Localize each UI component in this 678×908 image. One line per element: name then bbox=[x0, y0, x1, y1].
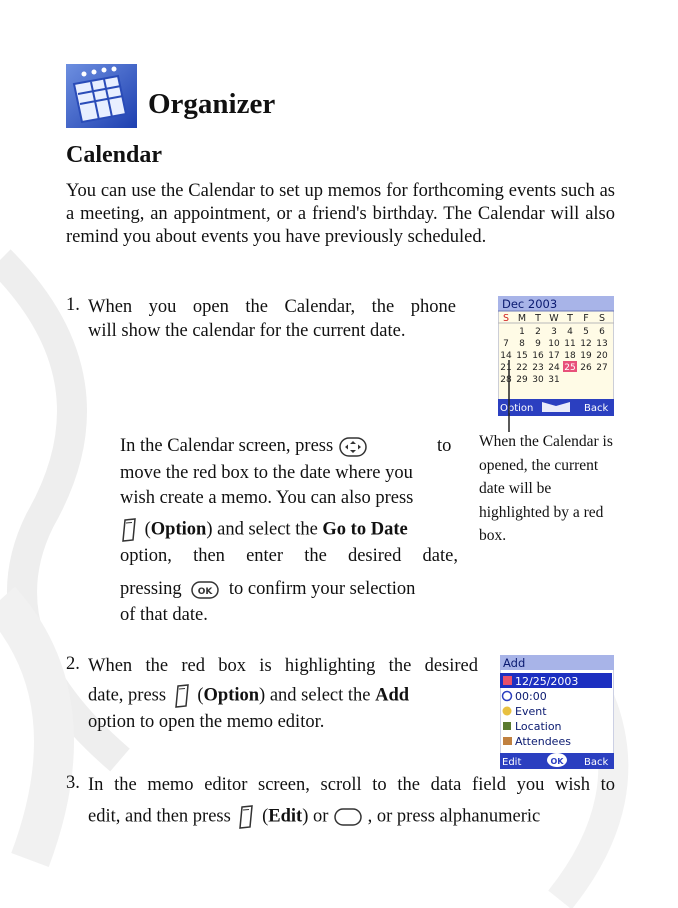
step1-para2-line4: (Option) and select the Go to Date bbox=[118, 517, 463, 543]
clock-icon bbox=[503, 692, 512, 701]
step3-line1: In the memo editor screen, scroll to the data field you wish to bbox=[88, 775, 615, 795]
calendar-day[interactable]: 29 bbox=[516, 375, 528, 385]
calendar-day[interactable]: 24 bbox=[548, 363, 560, 373]
step1-para2-line7: of that date. bbox=[120, 605, 208, 625]
attendees-icon bbox=[503, 737, 512, 745]
calendar-day[interactable]: 25 bbox=[564, 363, 576, 373]
weekday-label: S bbox=[598, 313, 606, 324]
calendar-day[interactable]: 23 bbox=[532, 363, 544, 373]
calendar-day[interactable]: 17 bbox=[548, 351, 560, 361]
calendar-day[interactable]: 20 bbox=[596, 351, 608, 361]
step2-line1: When the red box is highlighting the desired bbox=[88, 656, 478, 676]
callout-line bbox=[505, 360, 513, 432]
calendar-softkey-left: Option bbox=[500, 403, 534, 414]
calendar-day[interactable]: 30 bbox=[532, 375, 544, 385]
memo-softkey-right: Back bbox=[584, 757, 609, 768]
calendar-day[interactable]: 18 bbox=[564, 351, 576, 361]
calendar-day[interactable]: 3 bbox=[551, 327, 557, 337]
weekday-label: S bbox=[502, 313, 510, 324]
calendar-day[interactable]: 5 bbox=[583, 327, 589, 337]
calendar-day[interactable]: 27 bbox=[596, 363, 608, 373]
organizer-icon bbox=[66, 64, 137, 128]
memo-field-time: 00:00 bbox=[515, 690, 547, 703]
calendar-screen bbox=[498, 296, 614, 416]
memo-softkey-center: OK bbox=[550, 757, 564, 766]
calendar-day[interactable]: 6 bbox=[599, 327, 605, 337]
left-softkey-icon bbox=[235, 804, 257, 830]
weekday-label: T bbox=[535, 313, 541, 324]
calendar-day[interactable]: 10 bbox=[548, 339, 560, 349]
calendar-softkey-right: Back bbox=[584, 403, 609, 414]
ok-key-icon bbox=[190, 580, 220, 600]
calendar-day[interactable]: 1 bbox=[519, 327, 525, 337]
step-number: 3. bbox=[66, 773, 80, 793]
calendar-day[interactable]: 16 bbox=[532, 351, 544, 361]
location-icon bbox=[503, 722, 511, 730]
event-icon bbox=[503, 707, 512, 716]
step-number: 1. bbox=[66, 295, 80, 315]
weekday-label: M bbox=[517, 313, 527, 324]
calendar-day[interactable]: 13 bbox=[596, 339, 608, 349]
step1-para2-line1: In the Calendar screen, press to bbox=[120, 436, 452, 456]
calendar-day[interactable]: 21 bbox=[500, 363, 512, 373]
calendar-month-header: Dec 2003 bbox=[502, 297, 558, 311]
step3-line2: edit, and then press (Edit) or , or press alphanumeric bbox=[88, 804, 615, 830]
calendar-day[interactable]: 7 bbox=[503, 339, 509, 349]
step1-para2-line5: option, then enter the desired date, bbox=[120, 546, 458, 566]
step1-para2-line2: move the red box to the date where you bbox=[120, 463, 413, 483]
calendar-day[interactable]: 2 bbox=[535, 327, 541, 337]
calendar-day[interactable]: 12 bbox=[580, 339, 592, 349]
step2-line2: date, press (Option) and select the Add bbox=[88, 683, 480, 709]
memo-field-location: Location bbox=[515, 720, 562, 733]
memo-field-attendees: Attendees bbox=[515, 735, 571, 748]
calendar-day[interactable]: 31 bbox=[548, 375, 560, 385]
calendar-day[interactable]: 19 bbox=[580, 351, 592, 361]
step-number: 2. bbox=[66, 654, 80, 674]
left-softkey-icon bbox=[171, 683, 193, 709]
date-icon bbox=[503, 676, 512, 685]
calendar-day[interactable]: 14 bbox=[500, 351, 512, 361]
memo-field-date: 12/25/2003 bbox=[515, 675, 579, 688]
page-title: Organizer bbox=[148, 88, 276, 120]
calendar-day[interactable]: 9 bbox=[535, 339, 541, 349]
calendar-day[interactable]: 11 bbox=[564, 339, 576, 349]
calendar-day[interactable]: 8 bbox=[519, 339, 525, 349]
memo-softkey-left: Edit bbox=[502, 757, 522, 768]
step1-para2-line6: pressing OK to confirm your selection bbox=[120, 579, 416, 599]
svg-text:OK: OK bbox=[197, 586, 213, 597]
intro-paragraph: You can use the Calendar to set up memos for forthcoming events such as a meeting, an appointment, or a friend's birthday. The Calendar will also remind you about events you have previously scheduled. bbox=[66, 181, 615, 247]
left-softkey-icon bbox=[118, 517, 140, 543]
navigation-key-icon bbox=[338, 436, 368, 458]
calendar-day[interactable]: 28 bbox=[500, 375, 512, 385]
calendar-day[interactable]: 26 bbox=[580, 363, 592, 373]
step1-line1: When you open the Calendar, the phone bbox=[88, 297, 456, 317]
weekday-label: W bbox=[549, 313, 559, 324]
step2-line3: option to open the memo editor. bbox=[88, 712, 325, 732]
calendar-day[interactable]: 15 bbox=[516, 351, 528, 361]
weekday-label: T bbox=[567, 313, 573, 324]
step1-para2-line3: wish create a memo. You can also press bbox=[120, 488, 414, 508]
memo-header: Add bbox=[503, 656, 526, 670]
calendar-day[interactable]: 22 bbox=[516, 363, 528, 373]
step1-line2: will show the calendar for the current date. bbox=[88, 321, 406, 341]
screen-caption: When the Calendar is opened, the current date will be highlighted by a red box. bbox=[479, 433, 613, 544]
calendar-day[interactable]: 4 bbox=[567, 327, 573, 337]
section-heading: Calendar bbox=[66, 142, 162, 168]
weekday-label: F bbox=[583, 313, 589, 324]
memo-editor-screen bbox=[500, 655, 614, 769]
center-key-icon bbox=[333, 806, 363, 828]
memo-field-event: Event bbox=[515, 705, 547, 718]
